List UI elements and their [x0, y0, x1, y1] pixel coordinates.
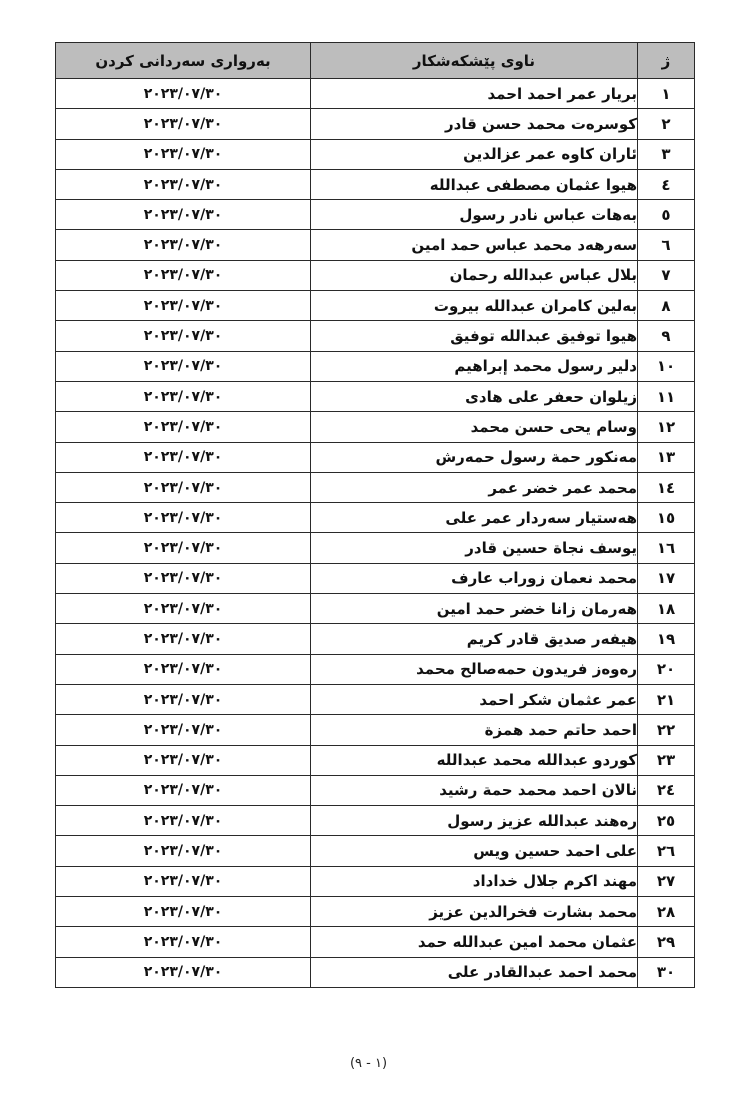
table-row: [56, 684, 695, 714]
table-row: [56, 291, 695, 321]
row-number: ٢٦: [638, 836, 695, 866]
visit-date: ٢٠٢٣/٠٧/٣٠: [56, 109, 311, 139]
row-number: ٣: [638, 139, 695, 169]
presenter-name: یوسف نجاة حسین قادر: [311, 533, 638, 563]
row-number: ٢٠: [638, 654, 695, 684]
visit-date: ٢٠٢٣/٠٧/٣٠: [56, 472, 311, 502]
visit-date: ٢٠٢٣/٠٧/٣٠: [56, 866, 311, 896]
row-number: ١٨: [638, 594, 695, 624]
table-row: [56, 533, 695, 563]
row-number: ١٣: [638, 442, 695, 472]
table-row: [56, 260, 695, 290]
table-row: [56, 351, 695, 381]
visit-date: ٢٠٢٣/٠٧/٣٠: [56, 957, 311, 987]
presenter-name: کوردو عبدالله محمد عبدالله: [311, 745, 638, 775]
visit-date: ٢٠٢٣/٠٧/٣٠: [56, 745, 311, 775]
visit-date: ٢٠٢٣/٠٧/٣٠: [56, 563, 311, 593]
row-number: ٤: [638, 169, 695, 199]
presenter-name: مهند اکرم جلال خداداد: [311, 866, 638, 896]
row-number: ٢٨: [638, 897, 695, 927]
visit-date: ٢٠٢٣/٠٧/٣٠: [56, 836, 311, 866]
presenter-name: عثمان محمد امین عبدالله حمد: [311, 927, 638, 957]
presenter-name: وسام یحی حسن محمد: [311, 412, 638, 442]
row-number: ٢٤: [638, 775, 695, 805]
row-number: ٢٩: [638, 927, 695, 957]
header-presenter-name: ناوی پێشکەشکار: [311, 43, 638, 79]
presenter-name: نالان احمد محمد حمة رشید: [311, 775, 638, 805]
presenter-name: مەنکور حمة رسول حمەرش: [311, 442, 638, 472]
row-number: ٢١: [638, 684, 695, 714]
visit-date: ٢٠٢٣/٠٧/٣٠: [56, 806, 311, 836]
row-number: ٥: [638, 200, 695, 230]
table-row: [56, 563, 695, 593]
table-row: [56, 79, 695, 109]
table-row: [56, 503, 695, 533]
table-row: [56, 715, 695, 745]
visit-date: ٢٠٢٣/٠٧/٣٠: [56, 351, 311, 381]
table-row: [56, 200, 695, 230]
table-row: [56, 745, 695, 775]
presenter-name: هیفەر صدیق قادر کریم: [311, 624, 638, 654]
row-number: ١: [638, 79, 695, 109]
presenter-name: دلیر رسول محمد إبراهیم: [311, 351, 638, 381]
participants-table: [55, 42, 695, 988]
presenter-name: علی احمد حسین ویس: [311, 836, 638, 866]
visit-date: ٢٠٢٣/٠٧/٣٠: [56, 169, 311, 199]
visit-date: ٢٠٢٣/٠٧/٣٠: [56, 442, 311, 472]
row-number: ٦: [638, 230, 695, 260]
table-row: [56, 169, 695, 199]
presenter-name: بلال عباس عبدالله رحمان: [311, 260, 638, 290]
presenter-name: محمد احمد عبدالقادر علی: [311, 957, 638, 987]
table-row: [56, 472, 695, 502]
presenter-name: رەوەز فریدون حمەصالح محمد: [311, 654, 638, 684]
presenter-name: هیوا توفیق عبدالله توفیق: [311, 321, 638, 351]
visit-date: ٢٠٢٣/٠٧/٣٠: [56, 139, 311, 169]
row-number: ١١: [638, 381, 695, 411]
visit-date: ٢٠٢٣/٠٧/٣٠: [56, 654, 311, 684]
row-number: ٨: [638, 291, 695, 321]
table-row: [56, 381, 695, 411]
table-row: [56, 957, 695, 987]
table-row: [56, 230, 695, 260]
table-row: [56, 442, 695, 472]
row-number: ٢٢: [638, 715, 695, 745]
row-number: ٢٥: [638, 806, 695, 836]
presenter-name: محمد بشارت فخرالدین عزیز: [311, 897, 638, 927]
page-number: (١ - ٩): [349, 1056, 388, 1071]
table-row: [56, 594, 695, 624]
table-row: [56, 624, 695, 654]
row-number: ٢: [638, 109, 695, 139]
presenter-name: هەستیار سەردار عمر علی: [311, 503, 638, 533]
visit-date: ٢٠٢٣/٠٧/٣٠: [56, 291, 311, 321]
table-row: [56, 654, 695, 684]
presenter-name: بریار عمر احمد احمد: [311, 79, 638, 109]
presenter-name: کوسرەت محمد حسن قادر: [311, 109, 638, 139]
presenter-name: بەهات عباس نادر رسول: [311, 200, 638, 230]
table-header: [56, 43, 695, 79]
presenter-name: محمد عمر خضر عمر: [311, 472, 638, 502]
row-number: ١٦: [638, 533, 695, 563]
row-number: ١٧: [638, 563, 695, 593]
visit-date: ٢٠٢٣/٠٧/٣٠: [56, 715, 311, 745]
row-number: ١٤: [638, 472, 695, 502]
visit-date: ٢٠٢٣/٠٧/٣٠: [56, 381, 311, 411]
table-row: [56, 866, 695, 896]
visit-date: ٢٠٢٣/٠٧/٣٠: [56, 200, 311, 230]
visit-date: ٢٠٢٣/٠٧/٣٠: [56, 624, 311, 654]
visit-date: ٢٠٢٣/٠٧/٣٠: [56, 79, 311, 109]
row-number: ٢٣: [638, 745, 695, 775]
table-row: [56, 321, 695, 351]
presenter-name: محمد نعمان زوراب عارف: [311, 563, 638, 593]
header-visit-date: بەرواری سەردانی کردن: [56, 43, 311, 79]
presenter-name: عمر عثمان شکر احمد: [311, 684, 638, 714]
header-row: [56, 43, 695, 79]
visit-date: ٢٠٢٣/٠٧/٣٠: [56, 927, 311, 957]
row-number: ٧: [638, 260, 695, 290]
visit-date: ٢٠٢٣/٠٧/٣٠: [56, 897, 311, 927]
visit-date: ٢٠٢٣/٠٧/٣٠: [56, 684, 311, 714]
presenter-name: رەهند عبدالله عزیز رسول: [311, 806, 638, 836]
table-row: [56, 109, 695, 139]
row-number: ١٩: [638, 624, 695, 654]
table-row: [56, 806, 695, 836]
visit-date: ٢٠٢٣/٠٧/٣٠: [56, 503, 311, 533]
visit-date: ٢٠٢٣/٠٧/٣٠: [56, 594, 311, 624]
row-number: ٢٧: [638, 866, 695, 896]
presenter-name: هەرمان زانا خضر حمد امین: [311, 594, 638, 624]
row-number: ١٢: [638, 412, 695, 442]
presenter-name: سەرهەد محمد عباس حمد امین: [311, 230, 638, 260]
header-number: ژ: [638, 43, 695, 79]
row-number: ١٥: [638, 503, 695, 533]
visit-date: ٢٠٢٣/٠٧/٣٠: [56, 412, 311, 442]
table-row: [56, 897, 695, 927]
row-number: ٣٠: [638, 957, 695, 987]
presenter-name: هیوا عثمان مصطفی عبدالله: [311, 169, 638, 199]
row-number: ٩: [638, 321, 695, 351]
presenter-name: بەلین کامران عبدالله بیروت: [311, 291, 638, 321]
table-row: [56, 927, 695, 957]
table-row: [56, 412, 695, 442]
presenter-name: ئاران کاوە عمر عزالدین: [311, 139, 638, 169]
presenter-name: زیلوان حعفر علی هادی: [311, 381, 638, 411]
visit-date: ٢٠٢٣/٠٧/٣٠: [56, 321, 311, 351]
table-row: [56, 836, 695, 866]
row-number: ١٠: [638, 351, 695, 381]
visit-date: ٢٠٢٣/٠٧/٣٠: [56, 260, 311, 290]
visit-date: ٢٠٢٣/٠٧/٣٠: [56, 775, 311, 805]
visit-date: ٢٠٢٣/٠٧/٣٠: [56, 533, 311, 563]
table-row: [56, 775, 695, 805]
table-body: [56, 79, 695, 988]
visit-date: ٢٠٢٣/٠٧/٣٠: [56, 230, 311, 260]
presenter-name: احمد حاتم حمد همزة: [311, 715, 638, 745]
table-row: [56, 139, 695, 169]
